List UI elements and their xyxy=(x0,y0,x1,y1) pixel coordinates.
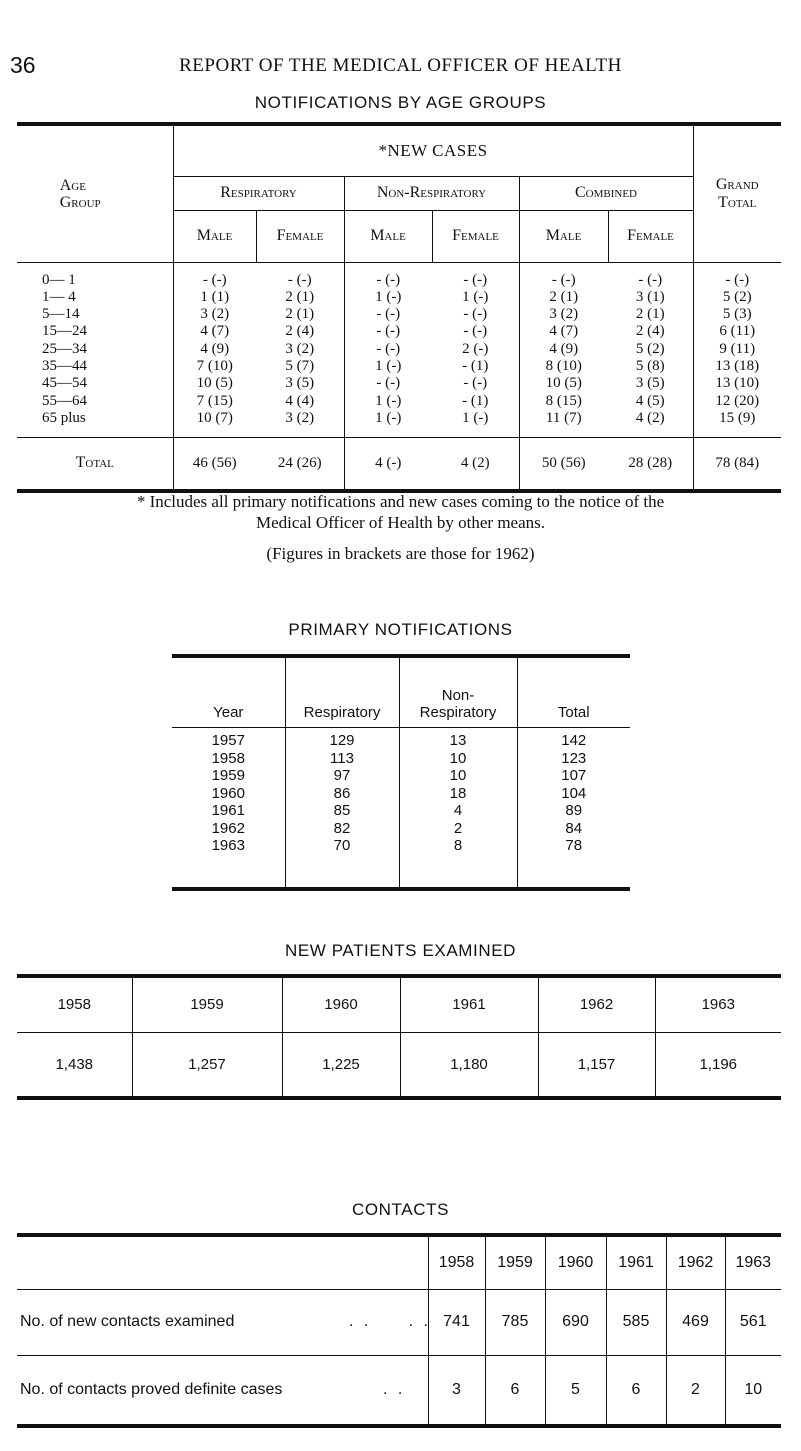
count-cell: - (1) xyxy=(462,392,489,409)
count-cell: - (-) xyxy=(344,375,432,392)
age-group-cell: 35—44 xyxy=(42,357,87,374)
contact-count-cell: 469 xyxy=(666,1289,725,1355)
contacts-title: CONTACTS xyxy=(351,1200,450,1219)
total-cell: 46 (56) xyxy=(173,437,256,491)
primary-row xyxy=(172,802,630,820)
total-cell: 50 (56) xyxy=(519,437,608,491)
total-cell: 24 (26) xyxy=(277,454,322,471)
primary-row xyxy=(172,837,630,855)
count-cell: - (-) xyxy=(693,262,781,289)
contact-count-cell: 6 xyxy=(606,1355,666,1426)
primary-cell: 1957 xyxy=(211,732,245,749)
age-row xyxy=(17,358,781,375)
year-cell: 1960 xyxy=(282,976,400,1032)
count-cell: 5 (3) xyxy=(693,306,781,323)
new-patients-title: NEW PATIENTS EXAMINED xyxy=(284,941,517,960)
primary-row xyxy=(172,728,630,750)
spacer-cell xyxy=(517,855,630,889)
contact-count-cell: 585 xyxy=(606,1289,666,1355)
spacer-cell xyxy=(693,427,781,437)
patients-count-cell: 1,157 xyxy=(538,1032,655,1098)
count-cell: 1 (-) xyxy=(344,393,432,410)
age-row xyxy=(17,262,781,289)
count-cell: - (-) xyxy=(287,271,312,288)
year-cell: 1960 xyxy=(545,1235,606,1289)
footnote-line2: Medical Officer of Health by other means. xyxy=(255,513,546,532)
primary-cell: 113 xyxy=(285,750,399,768)
leader-dots: . . xyxy=(383,1380,406,1398)
count-cell: 6 (11) xyxy=(693,323,781,340)
count-cell: 8 (10) xyxy=(519,358,608,375)
count-cell: 2 (4) xyxy=(635,323,665,340)
primary-cell: 107 xyxy=(517,767,630,785)
age-group-cell: 15—24 xyxy=(42,323,87,340)
notifications-title: NOTIFICATIONS BY AGE GROUPS xyxy=(254,93,547,112)
age-group-cell: 25—34 xyxy=(42,340,87,357)
spacer-cell xyxy=(17,427,173,437)
year-cell: 1961 xyxy=(606,1235,666,1289)
age-group-cell: 0— 1 xyxy=(42,271,76,288)
count-cell: - (-) xyxy=(638,271,663,288)
male-header: Male xyxy=(519,210,608,262)
age-group-cell: 1— 4 xyxy=(42,288,76,305)
count-cell: - (-) xyxy=(173,262,256,289)
year-cell: 1962 xyxy=(538,976,655,1032)
count-cell: 1 (1) xyxy=(173,289,256,306)
contact-row-label xyxy=(17,1355,428,1426)
spacer-cell xyxy=(173,427,256,437)
age-row xyxy=(17,410,781,427)
contact-row-label xyxy=(17,1289,431,1355)
respiratory-header: Respiratory xyxy=(173,176,344,210)
primary-cell: 89 xyxy=(517,802,630,820)
primary-cell: 1959 xyxy=(211,767,245,784)
age-group-cell: 65 plus xyxy=(42,409,86,426)
count-cell: 3 (2) xyxy=(519,306,608,323)
age-row xyxy=(17,289,781,306)
patients-count-cell: 1,196 xyxy=(655,1032,781,1098)
year-cell: 1958 xyxy=(57,996,91,1014)
count-cell: 9 (11) xyxy=(693,341,781,358)
primary-cell: 1958 xyxy=(211,749,245,767)
count-cell: 4 (7) xyxy=(173,323,256,340)
patients-count-cell: 1,225 xyxy=(282,1032,400,1098)
age-row xyxy=(17,341,781,358)
count-cell: 1 (-) xyxy=(344,358,432,375)
age-group-cell: 5—14 xyxy=(42,306,80,323)
spacer-cell xyxy=(172,855,285,889)
page-number: 36 xyxy=(10,52,36,78)
year-cell: 1959 xyxy=(485,1235,545,1289)
count-cell: 5 (2) xyxy=(693,289,781,306)
primary-cell: 104 xyxy=(517,785,630,803)
spacer-row xyxy=(17,427,781,437)
spacer-cell xyxy=(399,855,517,889)
total-cell: 78 (84) xyxy=(693,437,781,491)
count-cell: 5 (2) xyxy=(635,340,665,357)
contacts-table xyxy=(17,1233,781,1428)
year-cell: 1963 xyxy=(655,976,781,1032)
female-header: Female xyxy=(256,210,344,262)
age-row xyxy=(17,323,781,340)
primary-cell: 129 xyxy=(285,728,399,750)
contact-count-cell: 741 xyxy=(428,1289,485,1355)
primary-cell: 10 xyxy=(399,767,517,785)
primary-row xyxy=(172,750,630,768)
primary-cell: 1961 xyxy=(211,802,245,819)
primary-cell: 142 xyxy=(517,728,630,750)
total-label: Total xyxy=(75,454,114,472)
count-cell: 2 (1) xyxy=(519,289,608,306)
primary-cell: 13 xyxy=(399,728,517,750)
count-cell: 2 (-) xyxy=(462,340,489,357)
count-cell: 2 (1) xyxy=(635,306,665,323)
count-cell: 5 (8) xyxy=(635,357,665,374)
count-cell: 5 (7) xyxy=(285,357,315,374)
total-cell: 28 (28) xyxy=(628,454,673,471)
bracket-note: (Figures in brackets are those for 1962) xyxy=(266,544,535,563)
contact-count-cell: 561 xyxy=(725,1289,781,1355)
contacts-blank-header xyxy=(17,1235,428,1289)
count-cell: - (-) xyxy=(344,341,432,358)
spacer-row xyxy=(172,855,630,889)
count-cell: - (-) xyxy=(463,375,488,392)
leader-dots: . . . . xyxy=(349,1313,431,1330)
count-cell: 4 (2) xyxy=(635,409,665,426)
count-cell: 2 (4) xyxy=(285,323,315,340)
primary-cell: 10 xyxy=(399,750,517,768)
year-cell: 1958 xyxy=(428,1235,485,1289)
count-cell: 13 (18) xyxy=(693,358,781,375)
count-cell: - (-) xyxy=(519,262,608,289)
count-cell: 1 (-) xyxy=(344,410,432,427)
count-cell: 7 (10) xyxy=(173,358,256,375)
count-cell: - (-) xyxy=(344,323,432,340)
total-row xyxy=(17,437,781,491)
primary-cell: 82 xyxy=(285,820,399,838)
count-cell: - (-) xyxy=(344,306,432,323)
count-cell: 7 (15) xyxy=(173,393,256,410)
footnote-line1: * Includes all primary notifications and new cases coming to the notice of the xyxy=(136,492,665,511)
count-cell: 3 (1) xyxy=(635,288,665,305)
contact-count-cell: 785 xyxy=(485,1289,545,1355)
primary-cell: 8 xyxy=(399,837,517,855)
primary-cell: 1963 xyxy=(211,837,245,854)
count-cell: 4 (5) xyxy=(635,392,665,409)
patients-count-cell: 1,438 xyxy=(55,1055,94,1073)
combined-header: Combined xyxy=(519,176,693,210)
count-cell: 8 (15) xyxy=(519,393,608,410)
age-group-cell: 45—54 xyxy=(42,375,87,392)
male-header: Male xyxy=(344,210,432,262)
count-cell: 1 (-) xyxy=(462,288,489,305)
count-cell: 15 (9) xyxy=(693,410,781,427)
spacer-cell xyxy=(285,855,399,889)
non-respiratory-col-header: Non-Respiratory xyxy=(399,656,517,728)
primary-cell: 70 xyxy=(285,837,399,855)
patients-count-cell: 1,257 xyxy=(132,1032,282,1098)
count-cell: 10 (5) xyxy=(173,375,256,392)
contact-count-cell: 5 xyxy=(545,1355,606,1426)
primary-row xyxy=(172,785,630,803)
count-cell: 1 (-) xyxy=(462,409,489,426)
contact-count-cell: 690 xyxy=(545,1289,606,1355)
count-cell: 3 (5) xyxy=(635,375,665,392)
spacer-cell xyxy=(344,427,432,437)
total-cell: 4 (2) xyxy=(460,454,490,471)
count-cell: 12 (20) xyxy=(693,393,781,410)
year-header: Year xyxy=(172,656,285,728)
year-cell: 1962 xyxy=(666,1235,725,1289)
primary-title: PRIMARY NOTIFICATIONS xyxy=(288,620,513,639)
count-cell: - (-) xyxy=(463,271,488,288)
count-cell: - (1) xyxy=(462,357,489,374)
primary-cell: 97 xyxy=(285,767,399,785)
count-cell: 10 (7) xyxy=(173,410,256,427)
primary-cell: 84 xyxy=(517,820,630,838)
patients-count-cell: 1,180 xyxy=(400,1032,538,1098)
contact-label-text: No. of contacts proved definite cases xyxy=(20,1380,283,1398)
year-cell: 1961 xyxy=(400,976,538,1032)
total-col-header: Total xyxy=(517,656,630,728)
count-cell: 4 (4) xyxy=(285,392,315,409)
primary-cell: 86 xyxy=(285,785,399,803)
female-header: Female xyxy=(608,210,693,262)
year-cell: 1963 xyxy=(725,1235,781,1289)
primary-cell: 123 xyxy=(517,750,630,768)
age-row xyxy=(17,375,781,392)
age-row xyxy=(17,306,781,323)
spacer-cell xyxy=(519,427,608,437)
count-cell: 10 (5) xyxy=(519,375,608,392)
spacer-cell xyxy=(256,427,344,437)
count-cell: 2 (1) xyxy=(285,306,315,323)
age-row xyxy=(17,393,781,410)
total-cell: 4 (-) xyxy=(344,437,432,491)
count-cell: 3 (2) xyxy=(285,409,315,426)
count-cell: 3 (2) xyxy=(173,306,256,323)
count-cell: - (-) xyxy=(463,323,488,340)
count-cell: 4 (9) xyxy=(519,341,608,358)
male-header: Male xyxy=(173,210,256,262)
non-respiratory-header: Non-Respiratory xyxy=(344,176,519,210)
age-group-cell: 55—64 xyxy=(42,392,87,409)
primary-cell: 85 xyxy=(285,802,399,820)
contact-count-cell: 6 xyxy=(485,1355,545,1426)
count-cell: - (-) xyxy=(344,262,432,289)
contact-count-cell: 3 xyxy=(428,1355,485,1426)
count-cell: 4 (7) xyxy=(519,323,608,340)
primary-cell: 18 xyxy=(399,785,517,803)
age-group-header: Age Group xyxy=(59,176,101,211)
contact-count-cell: 2 xyxy=(666,1355,725,1426)
spacer-cell xyxy=(608,427,693,437)
page-header: REPORT OF THE MEDICAL OFFICER OF HEALTH xyxy=(179,55,622,76)
count-cell: - (-) xyxy=(463,306,488,323)
count-cell: 3 (5) xyxy=(285,375,315,392)
count-cell: 13 (10) xyxy=(693,375,781,392)
primary-row xyxy=(172,767,630,785)
primary-cell: 78 xyxy=(517,837,630,855)
notifications-table xyxy=(17,122,781,493)
count-cell: 2 (1) xyxy=(285,288,315,305)
grand-total-header: Grand Total xyxy=(693,124,781,262)
primary-cell: 1962 xyxy=(211,819,245,837)
new-cases-header: *NEW CASES xyxy=(173,124,693,176)
female-header: Female xyxy=(432,210,519,262)
primary-cell: 4 xyxy=(399,802,517,820)
primary-cell: 2 xyxy=(399,820,517,838)
year-cell: 1959 xyxy=(132,976,282,1032)
contact-label-text: No. of new contacts examined xyxy=(20,1313,235,1330)
contact-count-cell: 10 xyxy=(725,1355,781,1426)
count-cell: 4 (9) xyxy=(173,341,256,358)
primary-cell: 1960 xyxy=(211,784,245,802)
count-cell: 3 (2) xyxy=(285,340,315,357)
count-cell: 11 (7) xyxy=(519,410,608,427)
primary-row xyxy=(172,820,630,838)
respiratory-col-header: Respiratory xyxy=(285,656,399,728)
count-cell: 1 (-) xyxy=(344,289,432,306)
spacer-cell xyxy=(432,427,519,437)
primary-notifications-table xyxy=(172,654,630,891)
new-patients-table xyxy=(17,974,781,1100)
